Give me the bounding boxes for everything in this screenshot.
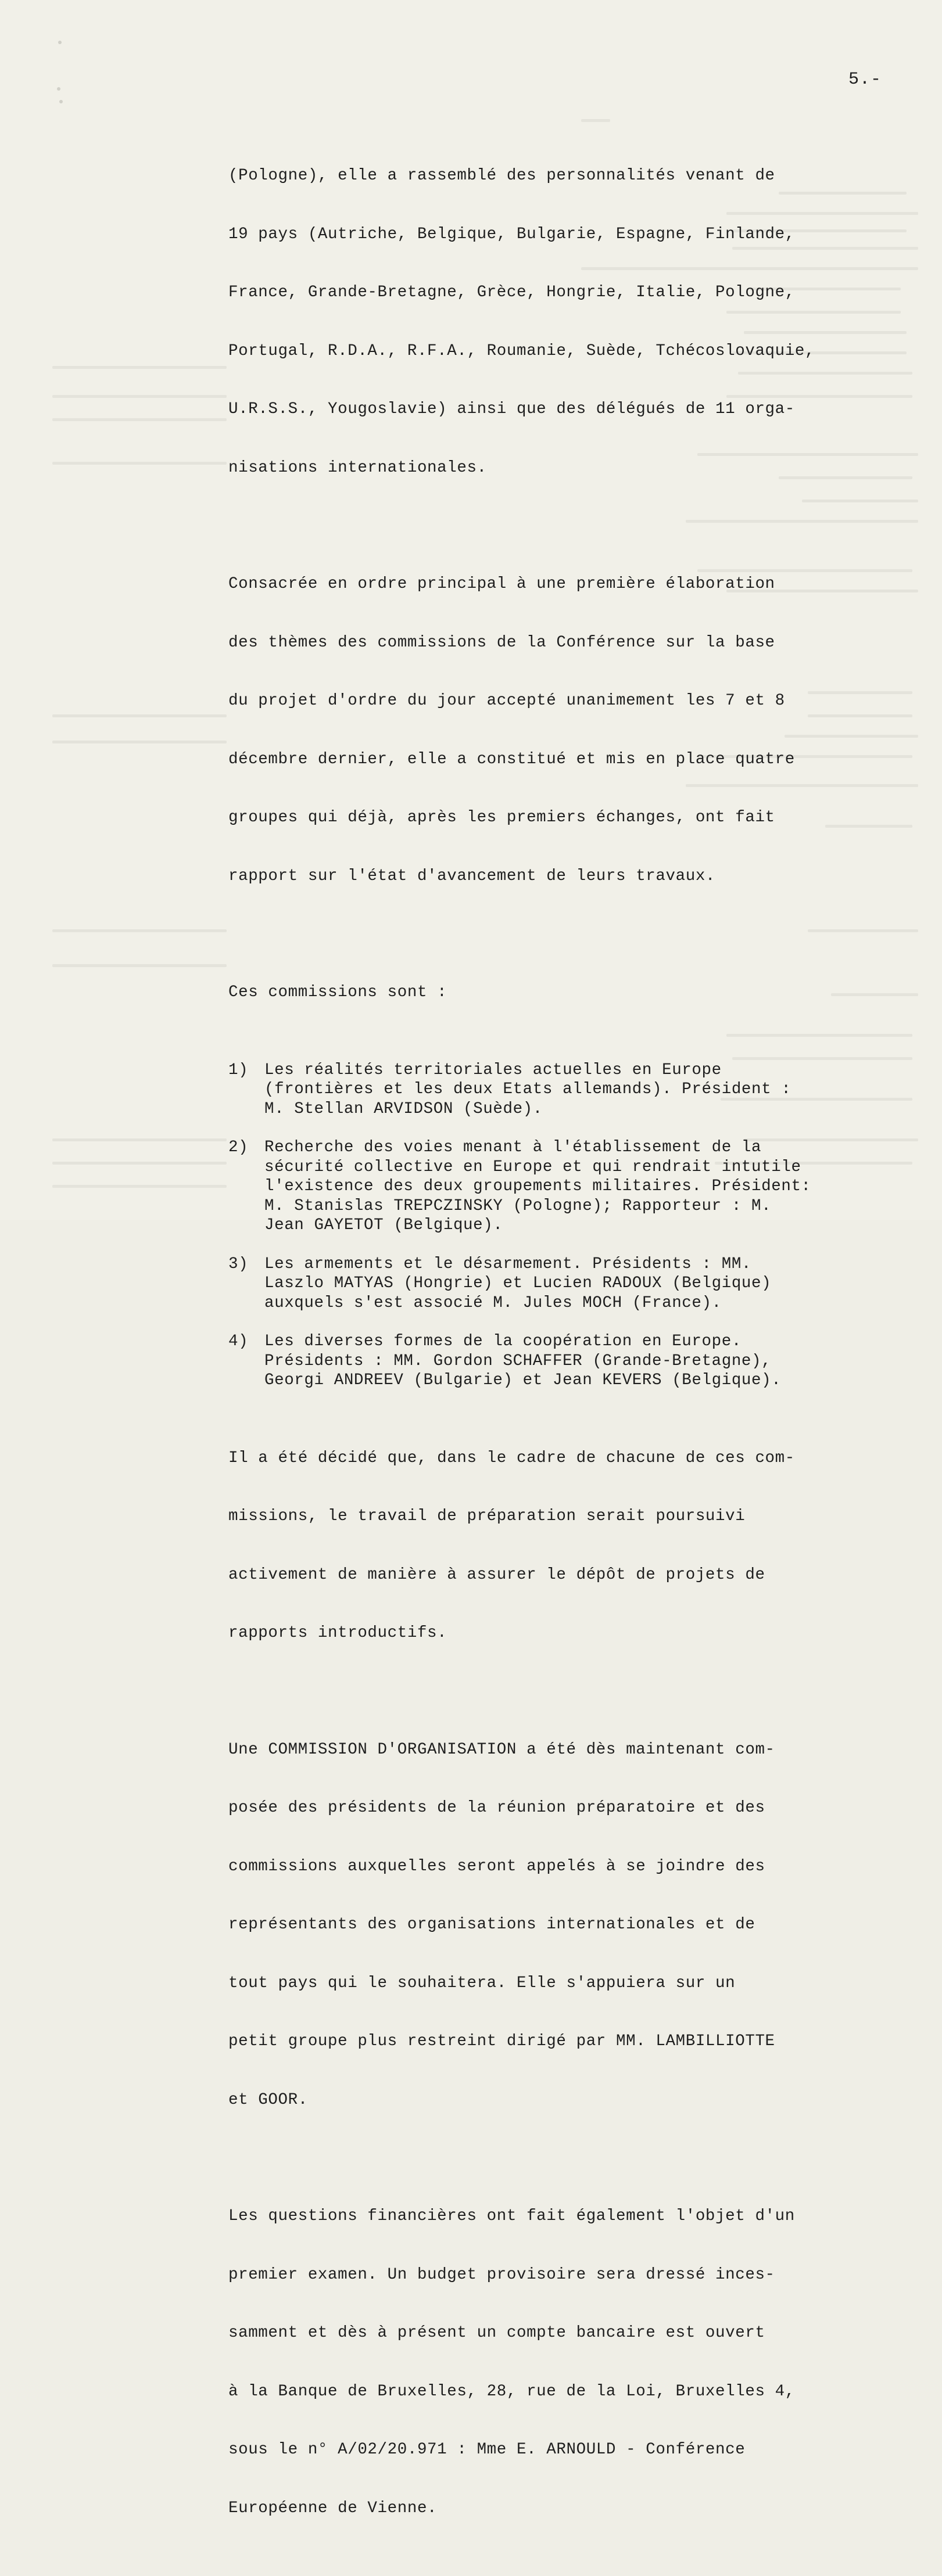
list-number: 2) bbox=[228, 1138, 249, 1156]
text-line: groupes qui déjà, après les premiers échanges, ont fait bbox=[228, 809, 775, 827]
list-item bbox=[228, 1332, 926, 1391]
text-line: activement de manière à assurer le dépôt de projets de bbox=[228, 1565, 765, 1584]
text-line: Georgi ANDREEV (Bulgarie) et Jean KEVERS (Belgique). bbox=[264, 1371, 782, 1389]
text-line: tout pays qui le souhaitera. Elle s'appuiera sur un bbox=[228, 1974, 736, 1992]
paragraph-commissions-intro bbox=[228, 944, 926, 1041]
text-line: Ces commissions sont : bbox=[228, 983, 447, 1001]
text-line: Européenne de Vienne. bbox=[228, 2499, 438, 2517]
paragraph-preparation-work bbox=[228, 1410, 926, 1682]
text-line: nisations internationales. bbox=[228, 458, 487, 477]
text-line: Recherche des voies menant à l'établissement de la bbox=[264, 1138, 762, 1156]
text-line: sous le n° A/02/20.971 : Mme E. ARNOULD - Conférence bbox=[228, 2441, 746, 2459]
text-line: rapport sur l'état d'avancement de leurs travaux. bbox=[228, 867, 716, 885]
text-line: 19 pays (Autriche, Belgique, Bulgarie, Espagne, Finlande, bbox=[228, 225, 795, 243]
paper-mark bbox=[58, 41, 62, 44]
page-number: 5.- bbox=[848, 70, 882, 89]
paragraph-organisation-commission bbox=[228, 1701, 926, 2149]
text-line: missions, le travail de préparation serait poursuivi bbox=[228, 1507, 746, 1525]
text-line: Il a été décidé que, dans le cadre de chacune de ces com- bbox=[228, 1449, 795, 1467]
text-line: des thèmes des commissions de la Conférence sur la base bbox=[228, 633, 775, 652]
text-line: auxquels s'est associé M. Jules MOCH (France). bbox=[264, 1294, 722, 1312]
text-line: du projet d'ordre du jour accepté unanimement les 7 et 8 bbox=[228, 692, 785, 710]
text-line: posée des présidents de la réunion préparatoire et des bbox=[228, 1799, 765, 1817]
paper-mark bbox=[57, 87, 60, 91]
text-line: à la Banque de Bruxelles, 28, rue de la Loi, Bruxelles 4, bbox=[228, 2382, 795, 2401]
text-line: commissions auxquelles seront appelés à se joindre des bbox=[228, 1857, 765, 1876]
text-line: petit groupe plus restreint dirigé par MM. LAMBILLIOTTE bbox=[228, 2032, 775, 2050]
text-line: Consacrée en ordre principal à une première élaboration bbox=[228, 575, 775, 593]
text-line: rapports introductifs. bbox=[228, 1624, 447, 1642]
text-line: Les diverses formes de la coopération en Europe. bbox=[264, 1332, 742, 1350]
text-line: Présidents : MM. Gordon SCHAFFER (Grande-Bretagne), bbox=[264, 1352, 772, 1370]
document-body bbox=[228, 127, 926, 2576]
paragraph-financial-questions bbox=[228, 2168, 926, 2557]
text-line: Les réalités territoriales actuelles en Europe bbox=[264, 1061, 722, 1079]
text-line: et GOOR. bbox=[228, 2090, 308, 2109]
text-line: sécurité collective en Europe et qui rendrait intutile bbox=[264, 1158, 801, 1176]
text-line: Laszlo MATYAS (Hongrie) et Lucien RADOUX (Belgique) bbox=[264, 1274, 772, 1292]
list-number: 3) bbox=[228, 1255, 249, 1273]
text-line: Jean GAYETOT (Belgique). bbox=[264, 1216, 503, 1234]
text-line: premier examen. Un budget provisoire sera dressé inces- bbox=[228, 2265, 775, 2284]
text-line: Les armements et le désarmement. Présidents : MM. bbox=[264, 1255, 752, 1273]
text-line: représentants des organisations internationales et de bbox=[228, 1916, 755, 1934]
list-item bbox=[228, 1138, 926, 1235]
text-line: l'existence des deux groupements militaires. Président: bbox=[264, 1177, 811, 1195]
text-line: U.R.S.S., Yougoslavie) ainsi que des délégués de 11 orga- bbox=[228, 400, 795, 418]
list-item bbox=[228, 1255, 926, 1313]
text-line: Une COMMISSION D'ORGANISATION a été dès maintenant com- bbox=[228, 1740, 775, 1759]
text-line: M. Stanislas TREPCZINSKY (Pologne); Rapporteur : M. bbox=[264, 1197, 772, 1215]
list-item bbox=[228, 1061, 926, 1119]
list-number: 1) bbox=[228, 1061, 249, 1079]
text-line: (Pologne), elle a rassemblé des personnalités venant de bbox=[228, 167, 775, 185]
list-number: 4) bbox=[228, 1332, 249, 1350]
text-line: M. Stellan ARVIDSON (Suède). bbox=[264, 1100, 543, 1118]
text-line: Portugal, R.D.A., R.F.A., Roumanie, Suède, Tchécoslovaquie, bbox=[228, 342, 815, 360]
paragraph-commission-themes bbox=[228, 536, 926, 925]
text-line: (frontières et les deux Etats allemands). Président : bbox=[264, 1080, 791, 1098]
paragraph-participants bbox=[228, 127, 926, 516]
text-line: Les questions financières ont fait également l'objet d'un bbox=[228, 2207, 795, 2225]
paper-mark bbox=[59, 100, 63, 103]
text-line: France, Grande-Bretagne, Grèce, Hongrie, Italie, Pologne, bbox=[228, 283, 795, 301]
text-line: samment et dès à présent un compte bancaire est ouvert bbox=[228, 2324, 765, 2342]
text-line: décembre dernier, elle a constitué et mis en place quatre bbox=[228, 750, 795, 768]
